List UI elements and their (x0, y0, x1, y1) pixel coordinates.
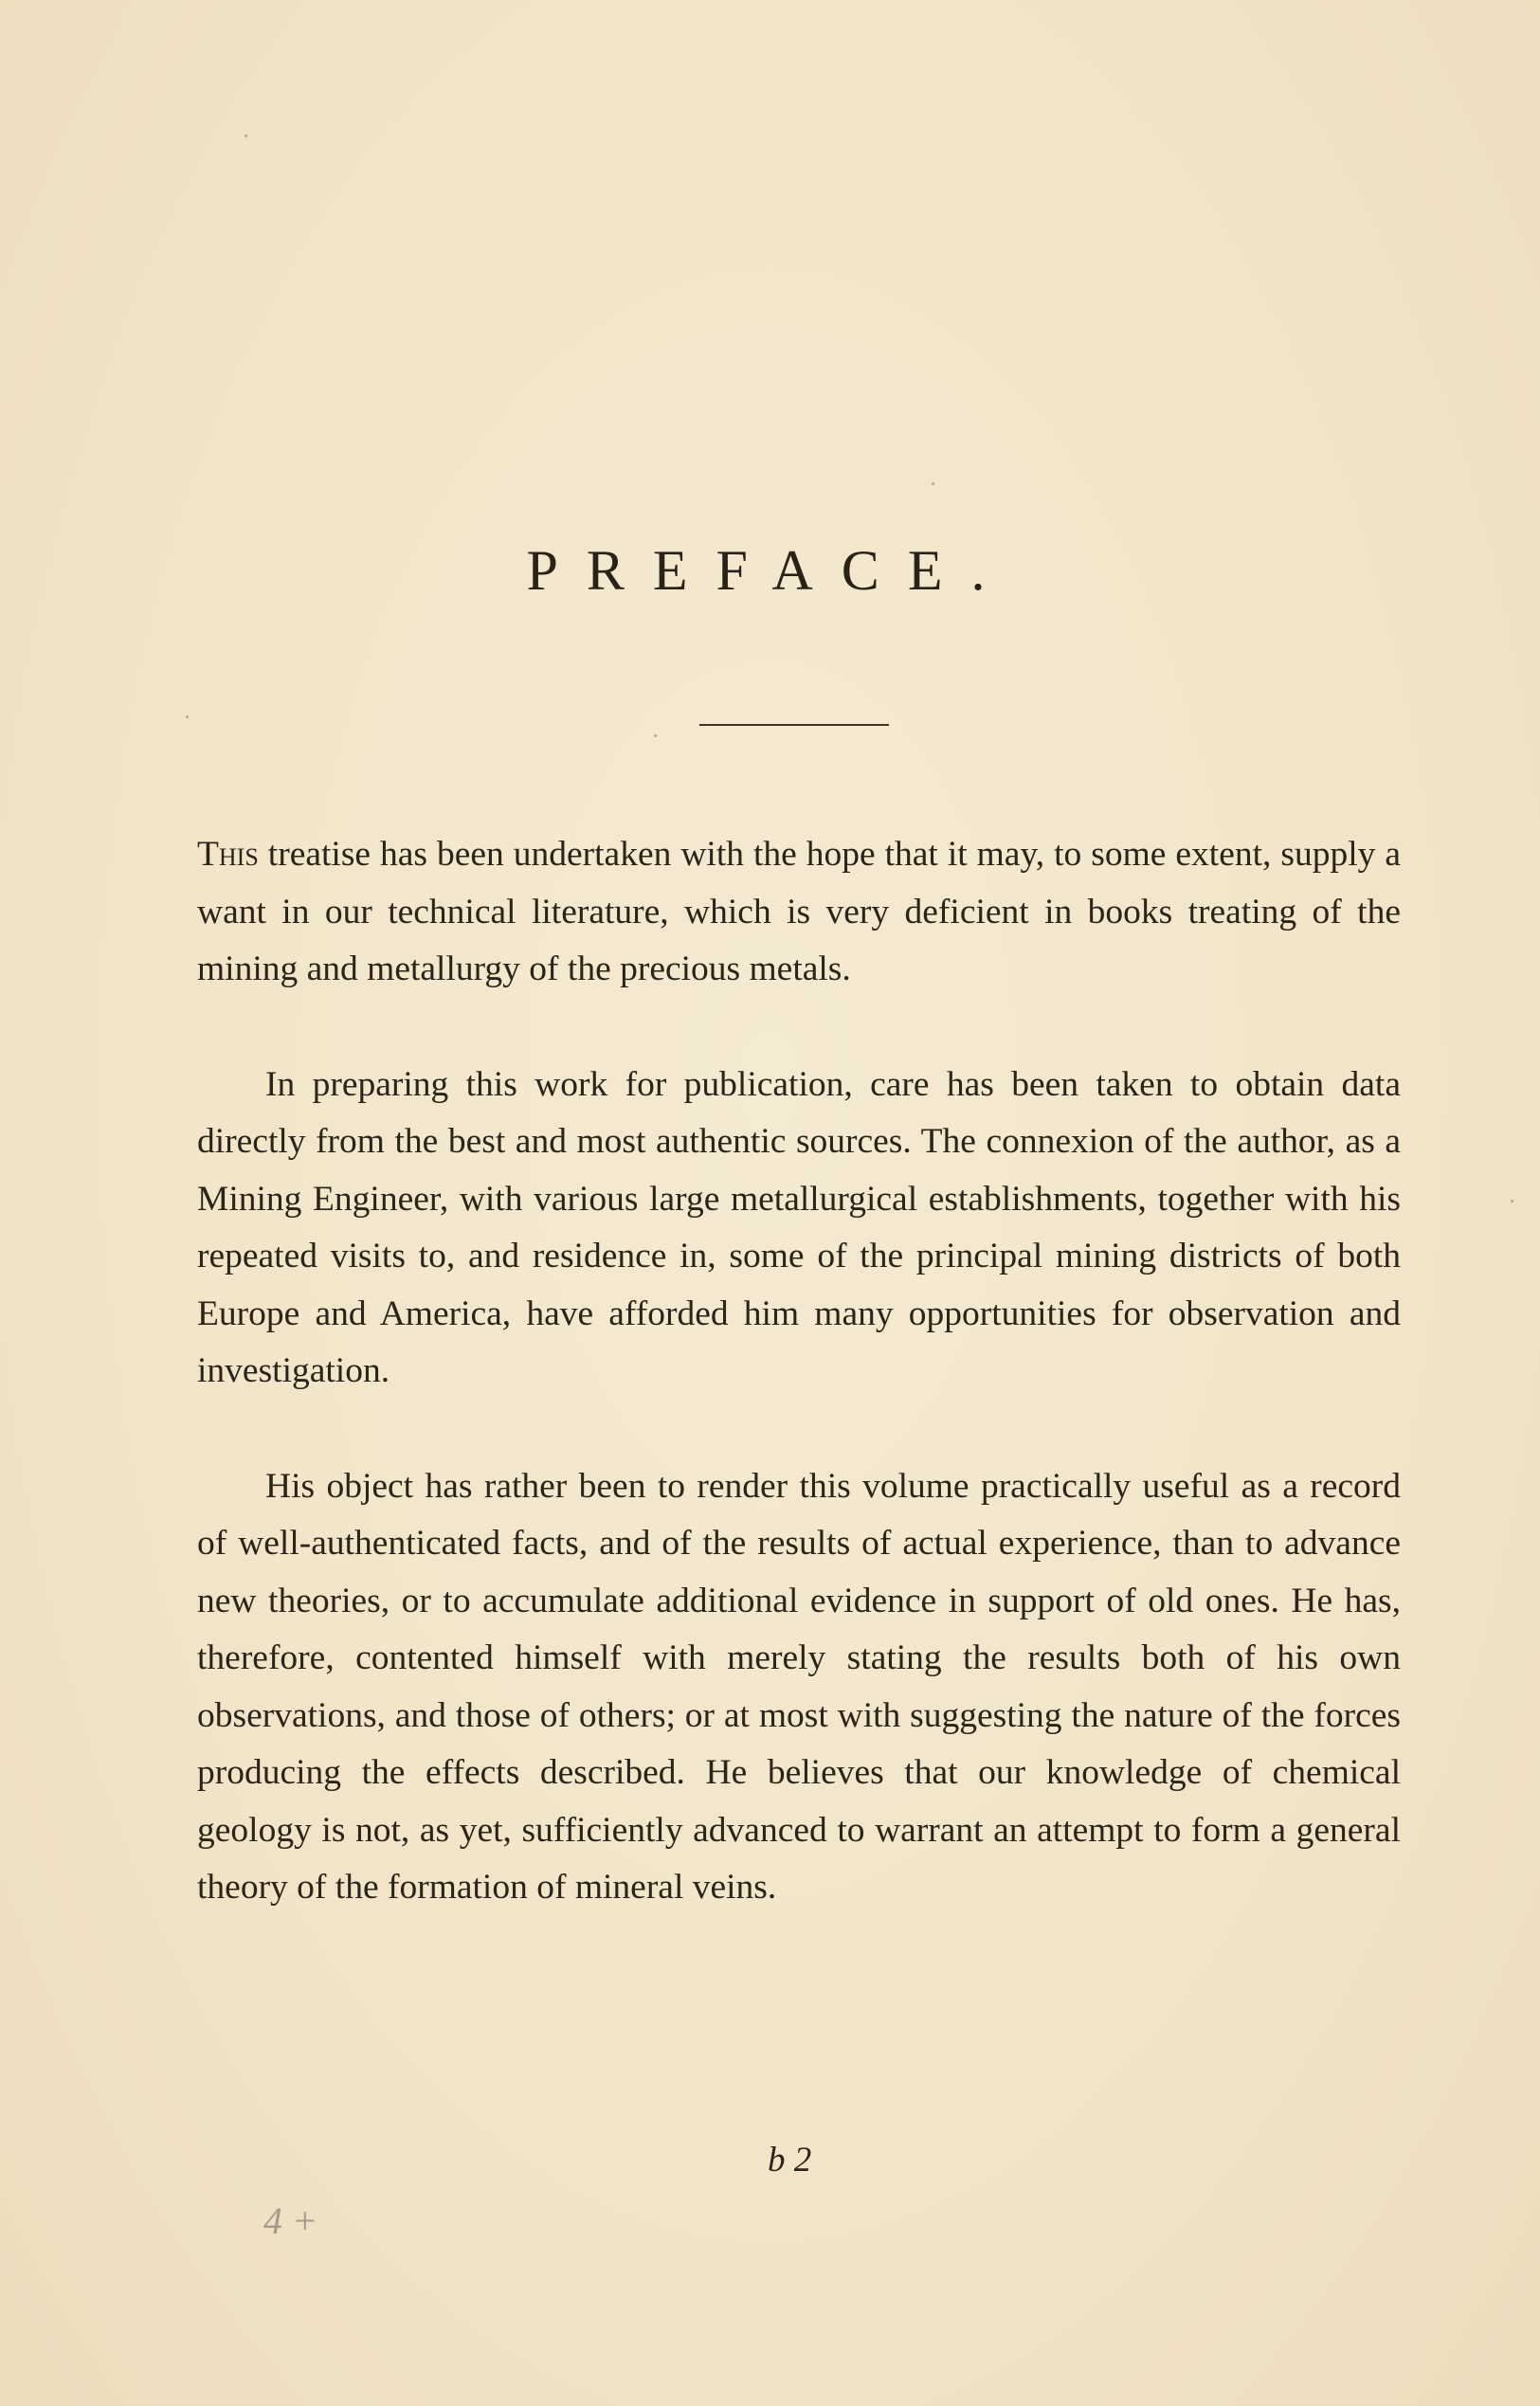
paragraph-1 (197, 826, 1401, 999)
paragraph-text: treatise has been undertaken with the hope that it may, to some extent, supply a want in our technical literature, which is very deficient in books treating of the mining and metallurgy of the precious metals. (197, 835, 1401, 988)
paragraph-2 (197, 1057, 1401, 1401)
preface-body (197, 826, 1401, 1917)
paper-speck (186, 715, 189, 718)
title-rule (699, 724, 889, 726)
paper-speck (245, 135, 247, 137)
paper-speck (654, 734, 657, 737)
paragraph-3 (197, 1458, 1401, 1917)
signature-mark: b 2 (768, 2141, 812, 2180)
page-title: PREFACE. (526, 539, 1014, 602)
paper-speck (1511, 1200, 1513, 1203)
paragraph-text: His object has rather been to render this volume practically useful as a record of well-authenticated facts, and of the results of actual experience, than to advance new theories, or to accumulate additional evidence in support of old ones. He has, therefore, contented himself with merely stating the results both of his own observations, and those of others; or at most with suggesting the nature of the forces producing the effects described. He believes that our knowledge of chemical geology is not, as yet, sufficiently advanced to warrant an attempt to form a general theory of the formation of mineral veins. (197, 1466, 1401, 1907)
paragraph-text: In preparing this work for publication, care has been taken to obtain data directly from the best and most authentic sources. The connexion of the author, as a Mining Engineer, with various large metallurgical establishments, together with his repeated visits to, and residence in, some of the principal mining districts of both Europe and America, have afforded him many opportunities for observation and investigation. (197, 1064, 1401, 1390)
paragraph-lead-word: This (197, 835, 259, 874)
paper-speck (932, 482, 934, 485)
pencil-note: 4 + (263, 2199, 317, 2242)
